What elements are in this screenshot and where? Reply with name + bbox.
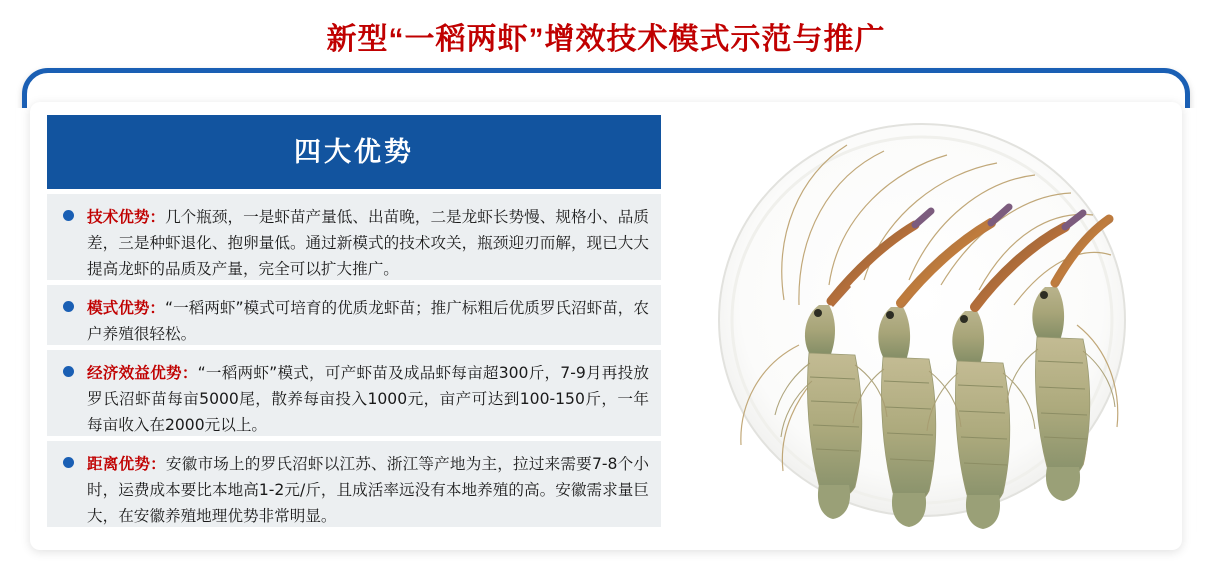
list-item	[47, 285, 661, 345]
list-item-text	[87, 360, 649, 438]
list-item	[47, 441, 661, 527]
list-item-text	[87, 295, 649, 347]
bullet-dot-icon	[63, 366, 74, 377]
list-item-body: 几个瓶颈，一是虾苗产量低、出苗晚，二是龙虾长势慢、规格小、品质差，三是种虾退化、抱卵量低。通过新模式的技术攻关，瓶颈迎刃而解，现已大大提高龙虾的品质及产量，完全可以扩大推广。	[87, 208, 649, 278]
list-item	[47, 194, 661, 280]
list-item-label: 模式优势：	[87, 299, 165, 317]
list-item-text	[87, 204, 649, 282]
page-title: 新型“一稻两虾”增效技术模式示范与推广	[326, 23, 886, 56]
advantages-panel	[47, 115, 661, 527]
content-area	[47, 115, 1165, 535]
section-header: 四大优势	[47, 115, 661, 189]
list-item-label: 经济效益优势：	[87, 364, 198, 382]
list-item-label: 技术优势：	[87, 208, 166, 226]
advantages-list	[47, 194, 661, 527]
bullet-dot-icon	[63, 301, 74, 312]
shrimp-specimen-photo	[679, 115, 1165, 535]
list-item-body: “一稻两虾”模式，可产虾苗及成品虾每亩超300斤，7-9月再投放罗氏沼虾苗每亩5000尾，散养每亩投入1000元，亩产可达到100-150斤，一年每亩收入在2000元以上。	[87, 364, 649, 434]
list-item-label: 距离优势：	[87, 455, 166, 473]
list-item-body: “一稻两虾”模式可培育的优质龙虾苗；推广标粗后优质罗氏沼虾苗，农户养殖很轻松。	[87, 299, 649, 343]
list-item	[47, 350, 661, 436]
list-item-body: 安徽市场上的罗氏沼虾以江苏、浙江等产地为主，拉过来需要7-8个小时，运费成本要比本地高1-2元/斤，且成活率远没有本地养殖的高。安徽需求量巨大，在安徽养殖地理优势非常明显。	[87, 455, 649, 525]
bullet-dot-icon	[63, 457, 74, 468]
list-item-text	[87, 451, 649, 529]
bullet-dot-icon	[63, 210, 74, 221]
